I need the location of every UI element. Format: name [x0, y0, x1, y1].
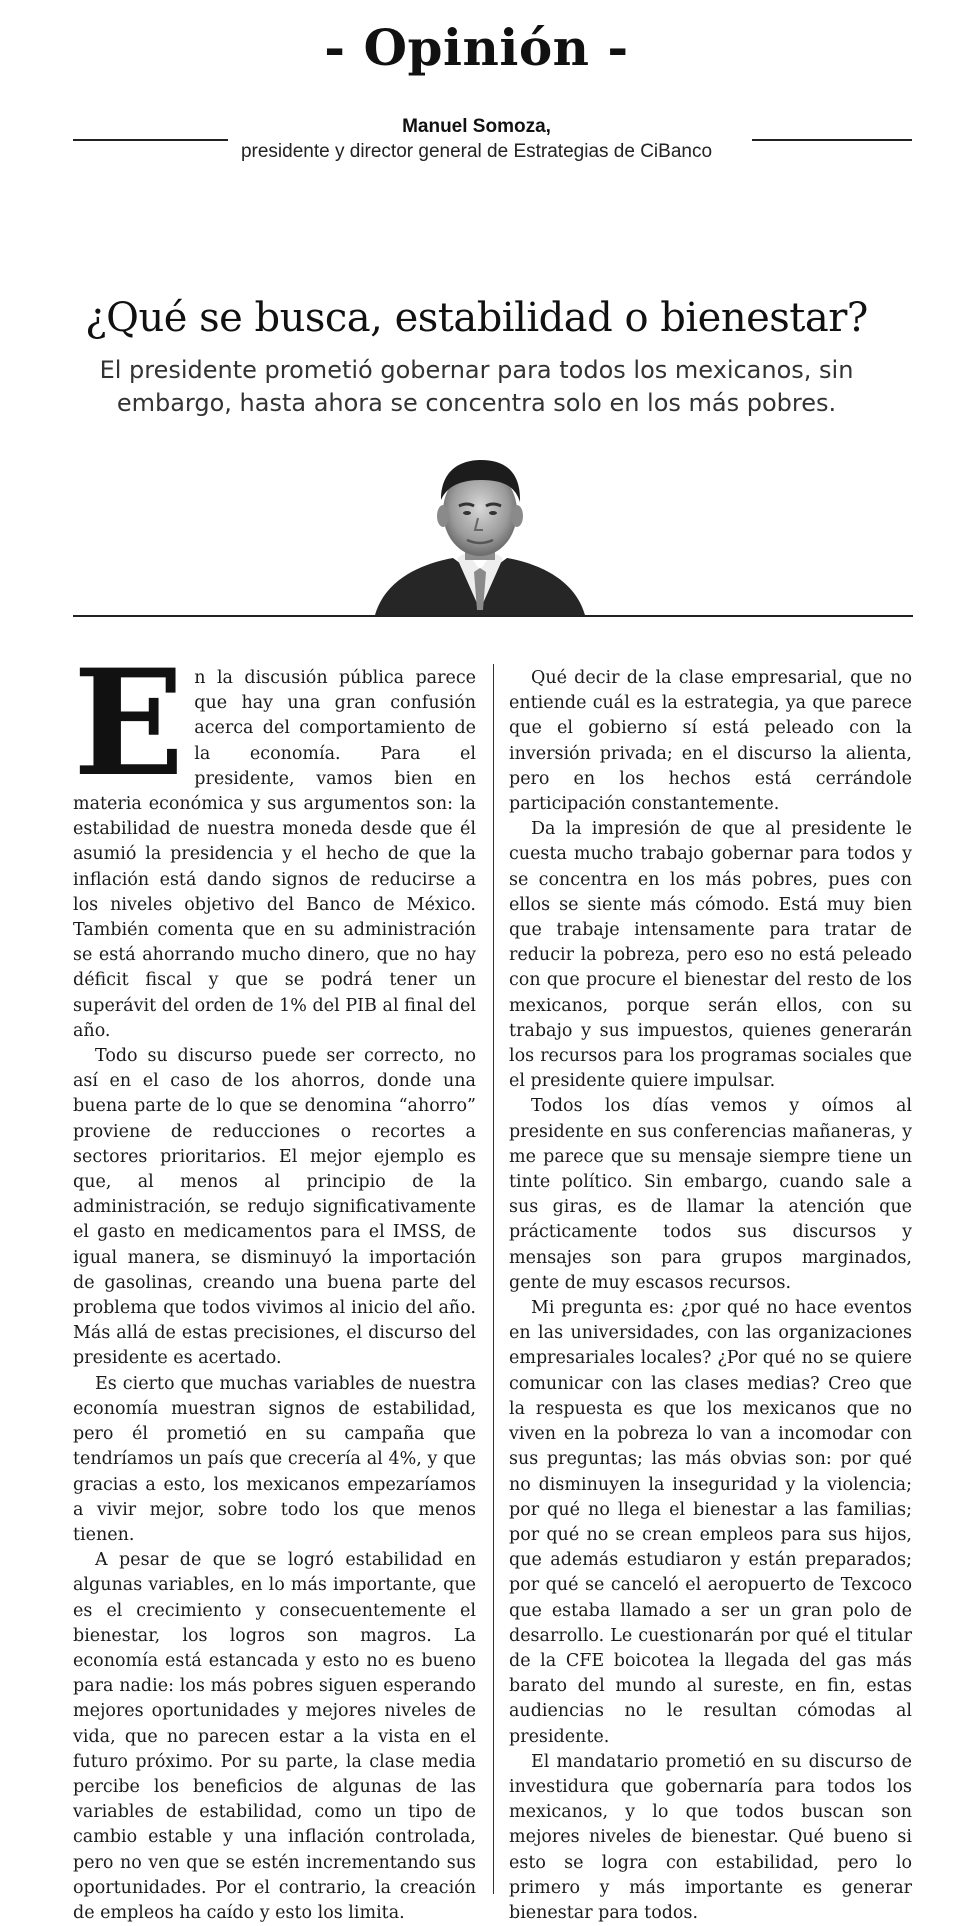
- article-paragraph: [73, 638, 476, 1044]
- article-subhead: El presidente prometió gobernar para todos los mexicanos, sin embargo, hasta ahora se concentra solo en los más pobres.: [99, 356, 854, 417]
- author-name: Manuel Somoza,: [402, 116, 551, 137]
- article-paragraph: El mandatario prometió en su discurso de investidura que gobernaría para todos los mexicanos, y lo que todos buscan son mejores niveles de bienestar. Qué bueno si esto se logra con estabilidad, pero lo primero y más importante es generar bienestar para todos.: [509, 1751, 912, 1923]
- article-paragraph: Da la impresión de que al presidente le cuesta mucho trabajo gobernar para todos y se concentra en los más pobres, pues con ellos se siente más cómodo. Está muy bien que trabaje intensamente para tratar de reducir la pobreza, pero eso no está peleado con que procure el bienestar del resto de los mexicanos, porque serán ellos, con su trabajo y sus impuestos, quienes generarán los recursos para los programas sociales que el presidente quiere impulsar.: [509, 819, 912, 1092]
- first-paragraph-text: n la discusión pública parece que hay una gran confusión acerca del comportamiento de la economía. Para el presidente, vamos bien en materia económica y sus argumentos son: la estabilidad de nuestra moneda desde que él asumió la presidencia y el hecho de que la inflación está dando signos de reducirse a los niveles objetivo del Banco de México. También comenta que en su administración se está ahorrando mucho dinero, que no hay déficit fiscal y que se podrá tener un superávit del orden de 1% del PIB al final del año.: [73, 668, 476, 1041]
- article-paragraph: Qué decir de la clase empresarial, que no entiende cuál es la estrategia, ya que parece que el gobierno sí está peleado con la inversión privada; en el discurso la alienta, pero en los hechos está cerrándole participación constantemente.: [509, 668, 912, 815]
- author-role: presidente y director general de Estrategias de CiBanco: [240, 141, 713, 162]
- article-headline: ¿Qué se busca, estabilidad o bienestar?: [85, 295, 868, 341]
- article-paragraph: Es cierto que muchas variables de nuestra economía muestran signos de estabilidad, pero él prometió en su campaña que tendríamos un país que crecería al 4%, y que gracias a esto, los mexicanos empezaríamos a vivir mejor, sobre todo los que menos tienen.: [73, 1373, 476, 1545]
- article-paragraph: A pesar de que se logró estabilidad en algunas variables, en lo más importante, que es el crecimiento y consecuentemente el bienestar, los logros son magros. La economía está estancada y esto no es bueno para nadie: los más pobres siguen esperando mejores oportunidades y mejores niveles de vida, que no parecen estar a la vista en el futuro próximo. Por su parte, la clase media percibe los beneficios de algunas de las variables de estabilidad, como un tipo de cambio estable y una inflación controlada, pero no ven que se estén incrementando sus oportunidades. Por el contrario, la creación de empleos ha caído y esto los limita.: [73, 1550, 476, 1923]
- article-paragraph: Todo su discurso puede ser correcto, no así en el caso de los ahorros, donde una buena parte de lo que se denomina “ahorro” proviene de reducciones o recortes a sectores prioritarios. El mejor ejemplo es que, al menos al principio de la administración, se redujo significativamente el gasto en medicamentos para el IMSS, de igual manera, se disminuyó la importación de gasolinas, creando una buena parte del problema que todos vivimos al inicio del año. Más allá de estas precisiones, el discurso del presidente es acertado.: [73, 1046, 476, 1369]
- drop-cap: E: [73, 638, 185, 809]
- column-divider: [493, 664, 494, 1894]
- section-title: - Opinión -: [324, 18, 629, 77]
- author-portrait: [375, 460, 585, 615]
- article-column-left: [73, 638, 476, 1926]
- article-paragraph: Todos los días vemos y oímos al presidente en sus conferencias mañaneras, y me parece que su mensaje siempre tiene un tinte político. Sin embargo, cuando sale a sus giras, es de llamar la atención que prácticamente todos sus discursos y mensajes son para grupos marginados, gente de muy escasos recursos.: [509, 1096, 912, 1293]
- article-column-right: [509, 666, 912, 1926]
- photo-rule: [73, 615, 913, 617]
- article-paragraph: Mi pregunta es: ¿por qué no hace eventos en las universidades, con las organizaciones empresariales locales? ¿Por qué no se quiere comunicar con las clases medias? Creo que la respuesta es que los mexicanos que no viven en la pobreza lo van a incomodar con sus preguntas; las más obvias son: por qué no disminuyen la inseguridad y la violencia; por qué no llega el bienestar a las familias; por qué no se crean empleos para sus hijos, que además estudiaron y están preparados; por qué se canceló el aeropuerto de Texcoco que estaba llamado a ser un gran polo de desarrollo. Le cuestionarán por qué el titular de la CFE boicotea la llegada del gas más barato del mundo al sureste, en fin, estas audiencias no le resultan cómodas al presidente.: [509, 1298, 912, 1747]
